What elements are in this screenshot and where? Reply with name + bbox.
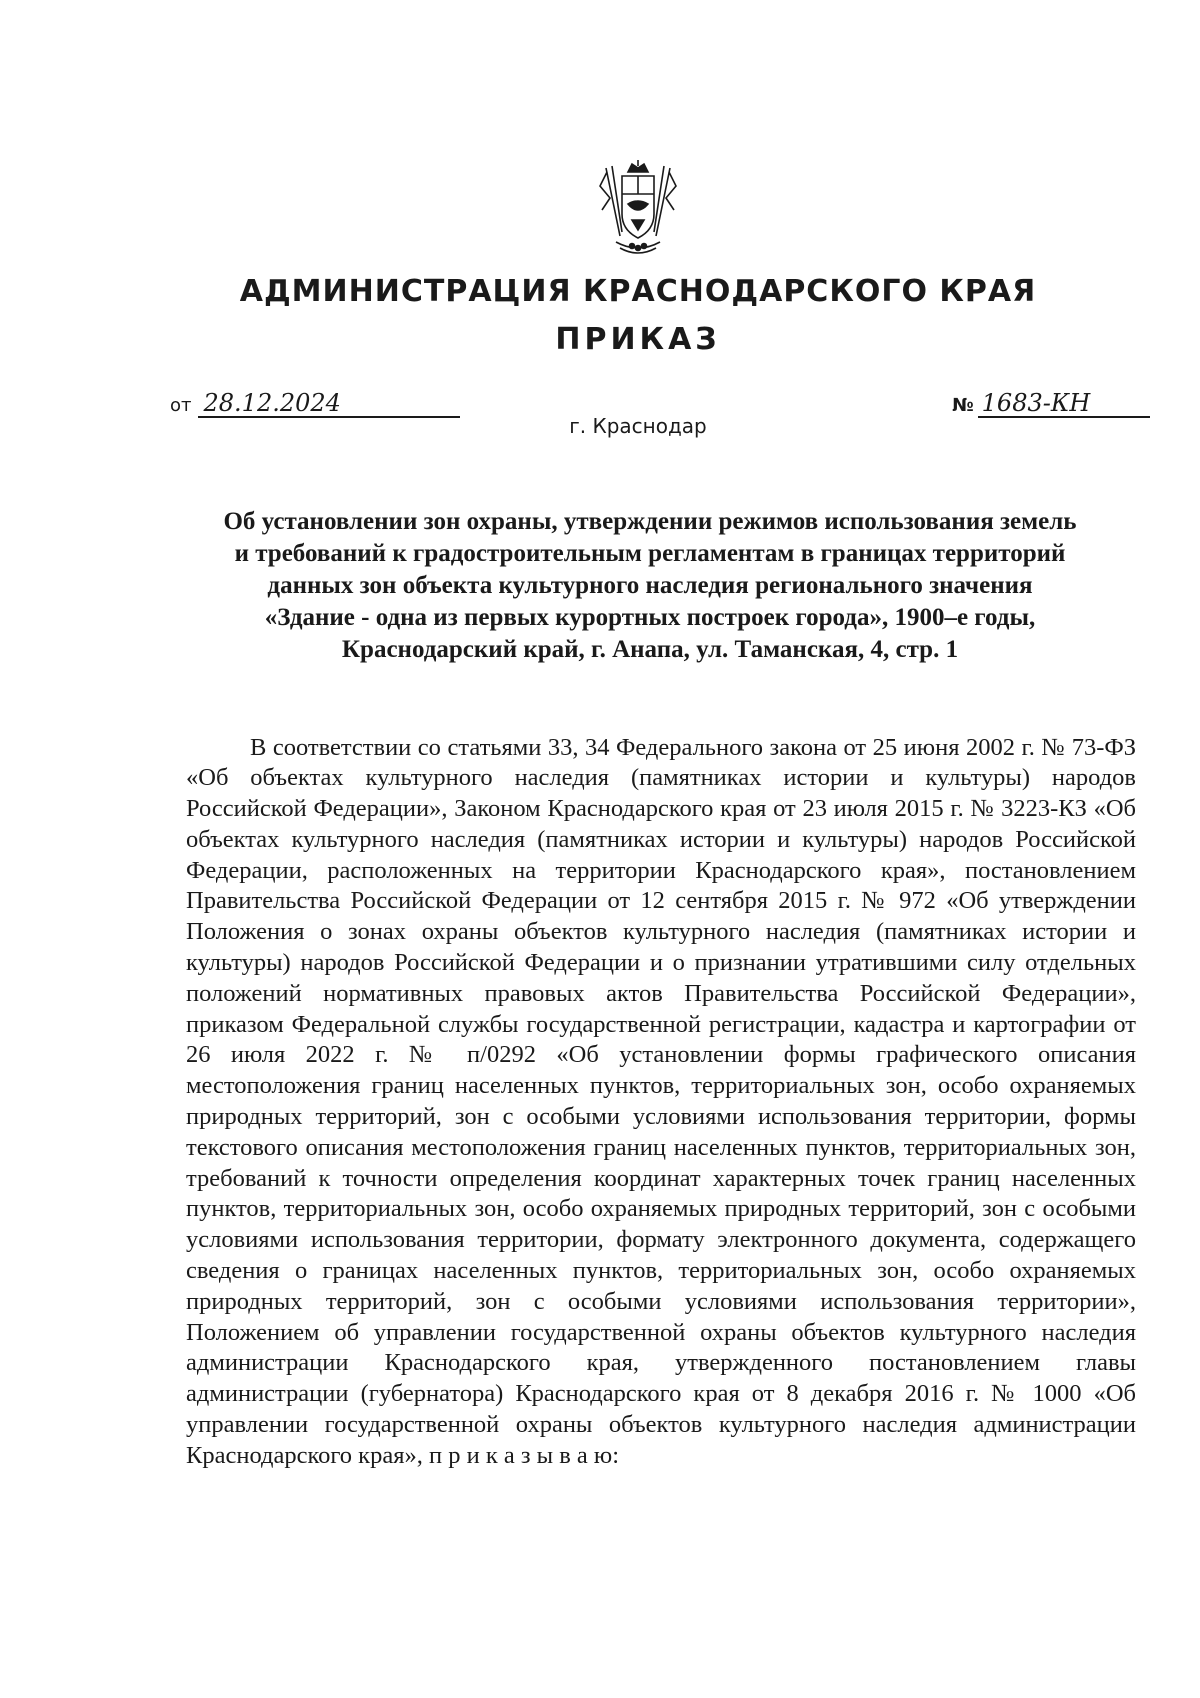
body-paragraph: В соответствии со статьями 33, 34 Федерального закона от 25 июня 2002 г. № 73-ФЗ «Об объектах культурного наследия (памятниках истории и культуры) народов Российской Федерации», Законом Краснодарского края от 23 июля 2015 г. № 3223-КЗ «Об объектах культурного наследия (памятниках истории и культуры) народов Российской Федерации, расположенных на территории Краснодарского края», постановлением Правительства Российской Федерации от 12 сентября 2015 г. № 972 «Об утверждении Положения о зонах охраны объектов культурного наследия (памятниках истории и культуры) народов Российской Федерации и о признании утратившими силу отдельных положений нормативных правовых актов Правительства Российской Федерации», приказом Федеральной службы государственной регистрации, кадастра и картографии от 26 июля 2022 г. № п/0292 «Об установлении формы графического описания местоположения границ населенных пунктов, территориальных зон, особо охраняемых природных территорий, зон с особыми условиями использования территории, формы текстового описания местоположения границ населенных пунктов, территориальных зон, требований к точности определения координат характерных точек границ населенных пунктов, территориальных зон, особо охраняемых природных территорий, зон с особыми условиями использования территории, формату электронного документа, содержащего сведения о границах населенных пунктов, территориальных зон, особо охраняемых природных территорий, зон с особыми условиями использования территории», Положением об управлении государственной охраны объектов культурного наследия администрации Краснодарского края, утвержденного постановлением главы администрации (губернатора) Краснодарского края от 8 декабря 2016 г. № 1000 «Об управлении государственной охраны объектов культурного наследия администрации Краснодарского края», п р и к а з ы в а ю: xyxy=(186,733,1136,1469)
title-line: «Здание - одна из первых курортных построек города», 1900–е годы, xyxy=(264,604,1036,631)
title-line: и требований к градостроительным регламентам в границах территорий xyxy=(234,540,1066,567)
document-title xyxy=(170,506,1130,666)
title-line: Краснодарский край, г. Анапа, ул. Таманская, 4, стр. 1 xyxy=(341,636,959,663)
date-value: 28.12.2024 xyxy=(198,390,460,418)
document-type: ПРИКАЗ xyxy=(555,322,721,357)
coat-of-arms-icon xyxy=(598,158,678,258)
number-value: 1683-КН xyxy=(978,390,1150,418)
organization-name: АДМИНИСТРАЦИЯ КРАСНОДАРСКОГО КРАЯ xyxy=(239,274,1037,309)
title-line: Об установлении зон охраны, утверждении режимов использования земель xyxy=(223,508,1077,535)
number-label: № xyxy=(952,395,974,416)
date-label: от xyxy=(170,395,192,416)
city: г. Краснодар xyxy=(569,414,707,438)
title-line: данных зон объекта культурного наследия регионального значения xyxy=(267,572,1033,599)
